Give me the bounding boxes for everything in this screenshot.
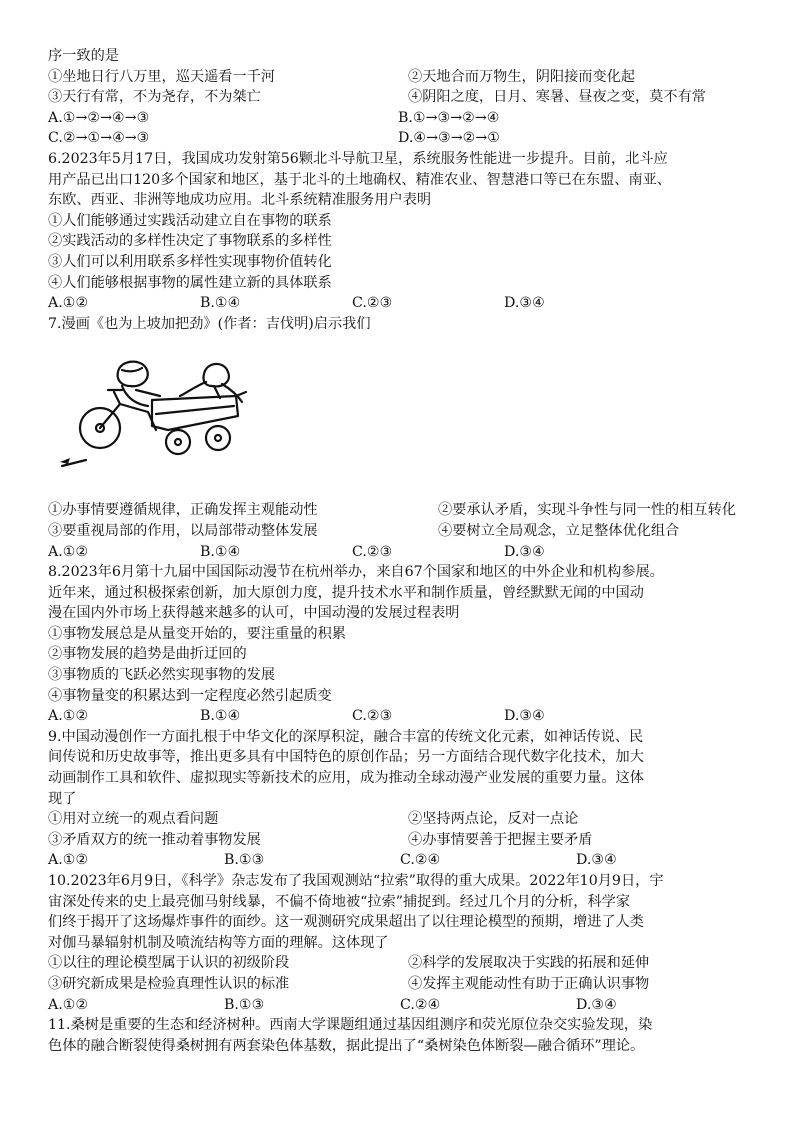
- q8-stem-line-3: 漫在国内外市场上获得越来越多的认可，中国动漫的发展过程表明: [48, 605, 460, 622]
- q10-choices: [48, 995, 748, 1016]
- cartoon-figure: [48, 334, 748, 500]
- q9-stem-line-2: 间传说和历史故事等，推出更多具有中国特色的原创作品；另一方面结合现代数字化技术，加大: [48, 749, 644, 766]
- q6-stem-line-3: 东欧、西亚、非洲等地成功应用。北斗系统精准服务用户表明: [48, 192, 432, 209]
- q5-stem-tail: 序一致的是: [48, 48, 119, 64]
- q5-choice-a: A.①→②→④→③: [48, 109, 150, 126]
- q7-choice-c: C.②③: [352, 543, 393, 560]
- q10-choice-c: C.②④: [400, 996, 441, 1013]
- q7-option-3: ③要重视局部的作用，以局部带动整体发展: [48, 522, 318, 539]
- q7-option-2: ②要承认矛盾，实现斗争性与同一性的相互转化: [438, 502, 736, 519]
- q8-option-3: ③事物质的飞跃必然实现事物的发展: [48, 667, 276, 684]
- q6-choice-b: B.①④: [200, 295, 241, 312]
- q7-choices: [48, 542, 748, 563]
- q7-option-1: ①办事情要遵循规律，正确发挥主观能动性: [48, 502, 318, 519]
- q8-stem-line-1: 8.2023年6月第十九届中国国际动漫节在杭州举办，来自67个国家和地区的中外企业和机构参展。: [48, 564, 664, 581]
- q6-option-2: ②实践活动的多样性决定了事物联系的多样性: [48, 233, 332, 250]
- q9-options-row-2: [48, 830, 748, 851]
- q6-stem-line-1: 6.2023年5月17日，我国成功发射第56颗北斗导航卫星，系统服务性能进一步提升。目前，北斗应: [48, 150, 668, 167]
- q5-options-row-1: [48, 67, 748, 88]
- q8-choice-c: C.②③: [352, 708, 393, 725]
- q6-choice-c: C.②③: [352, 295, 393, 312]
- q9-option-2: ②坚持两点论，反对一点论: [408, 811, 579, 828]
- q9-stem-line-4: 现了: [48, 790, 77, 807]
- q6-option-4: ④人们能够根据事物的属性建立新的具体联系: [48, 274, 332, 291]
- q5-choices-row-1: [48, 108, 748, 129]
- q9-choice-b: B.①③: [224, 852, 265, 869]
- q10-option-1: ①以往的理论模型属于认识的初级阶段: [48, 955, 290, 972]
- q11-stem-line-2: 色体的融合断裂使得桑树拥有两套染色体基数，据此提出了“桑树染色体断裂—融合循环”理论。: [48, 1037, 645, 1054]
- q9-option-4: ④办事情要善于把握主要矛盾: [408, 831, 593, 848]
- q5-option-3: ③天行有常，不为尧存，不为桀亡: [48, 89, 261, 106]
- q6-choice-d: D.③④: [504, 295, 545, 312]
- q8-choices: [48, 706, 748, 727]
- q6-stem-line-2: 用产品已出口120多个国家和地区，基于北斗的土地确权、精准农业、智慧港口等已在东盟、南亚、: [48, 171, 671, 188]
- q10-options-row-2: [48, 974, 748, 995]
- q7-choice-a: A.①②: [48, 543, 89, 560]
- q8-stem-line-2: 近年来，通过积极探索创新，加大原创力度，提升技术水平和制作质量，曾经默默无闻的中国动: [48, 584, 644, 601]
- q9-option-3: ③矛盾双方的统一推动着事物发展: [48, 831, 261, 848]
- q9-choice-d: D.③④: [576, 852, 617, 869]
- q9-choice-a: A.①②: [48, 852, 89, 869]
- q10-option-3: ③研究新成果是检验真理性认识的标准: [48, 975, 290, 992]
- q10-choice-b: B.①③: [224, 996, 265, 1013]
- q8-option-4: ④事物量变的积累达到一定程度必然引起质变: [48, 687, 332, 704]
- q6-choices: [48, 293, 748, 314]
- q5-choice-b: B.①→③→②→④: [398, 109, 500, 126]
- q10-choice-d: D.③④: [576, 996, 617, 1013]
- q8-option-2: ②事物发展的趋势是曲折迂回的: [48, 646, 247, 663]
- q10-stem-line-1: 10.2023年6月9日，《科学》杂志发布了我国观测站“拉索”取得的重大成果。2022年10月9日，宇: [48, 873, 664, 889]
- q10-stem-line-3: 们终于揭开了这场爆炸事件的面纱。这一观测研究成果超出了以往理论模型的预期，增进了人类: [48, 914, 644, 931]
- q11-stem-line-1: 11.桑树是重要的生态和经济树种。西南大学课题组通过基因组测序和荧光原位杂交实验发现，染: [48, 1017, 653, 1034]
- q9-choice-c: C.②④: [400, 852, 441, 869]
- q8-choice-d: D.③④: [504, 708, 545, 725]
- exam-page: [48, 46, 748, 1056]
- q6-option-3: ③人们可以利用联系多样性实现事物价值转化: [48, 253, 332, 270]
- q5-choice-c: C.②→①→④→③: [48, 130, 150, 147]
- q10-stem-line-2: 宙深处传来的史上最亮伽马射线暴，不偏不倚地被“拉索”捕捉到。经过几个月的分析，科学家: [48, 893, 631, 910]
- cartoon-drawing: [56, 356, 276, 474]
- q7-choice-d: D.③④: [504, 543, 545, 560]
- q8-choice-a: A.①②: [48, 708, 89, 725]
- q9-options-row-1: [48, 809, 748, 830]
- q10-stem-line-4: 对伽马暴辐射机制及喷流结构等方面的理解。这体现了: [48, 934, 389, 951]
- q9-stem-line-3: 动画制作工具和软件、虚拟现实等新技术的应用，成为推动全球动漫产业发展的重要力量。这体: [48, 770, 644, 787]
- q9-stem-line-1: 9.中国动漫创作一方面扎根于中华文化的深厚积淀，融合丰富的传统文化元素，如神话传说、民: [48, 728, 644, 745]
- q7-options-row-1: [48, 500, 748, 521]
- q5-choices-row-2: [48, 128, 748, 149]
- q9-choices: [48, 850, 748, 871]
- q10-options-row-1: [48, 953, 748, 974]
- q10-option-4: ④发挥主观能动性有助于正确认识事物: [408, 975, 650, 992]
- q7-stem: 7.漫画《也为上坡加把劲》(作者：吉伐明)启示我们: [48, 315, 371, 332]
- q10-choice-a: A.①②: [48, 996, 89, 1013]
- q10-option-2: ②科学的发展取决于实践的拓展和延伸: [408, 955, 650, 972]
- q5-option-1: ①坐地日行八万里，巡天遥看一千河: [48, 68, 276, 85]
- q9-option-1: ①用对立统一的观点看问题: [48, 811, 219, 828]
- q5-choice-d: D.④→③→②→①: [398, 130, 500, 147]
- q7-choice-b: B.①④: [200, 543, 241, 560]
- q6-choice-a: A.①②: [48, 295, 89, 312]
- q5-options-row-2: [48, 87, 748, 108]
- q6-option-1: ①人们能够通过实践活动建立自在事物的联系: [48, 212, 332, 229]
- q7-options-row-2: [48, 521, 748, 542]
- q5-option-4: ④阴阳之度，日月、寒暑、昼夜之变，莫不有常: [408, 89, 706, 106]
- q8-choice-b: B.①④: [200, 708, 241, 725]
- q5-option-2: ②天地合而万物生，阴阳接而变化起: [408, 68, 636, 85]
- q8-option-1: ①事物发展总是从量变开始的，要注重量的积累: [48, 625, 346, 642]
- q7-option-4: ④要树立全局观念，立足整体优化组合: [438, 522, 680, 539]
